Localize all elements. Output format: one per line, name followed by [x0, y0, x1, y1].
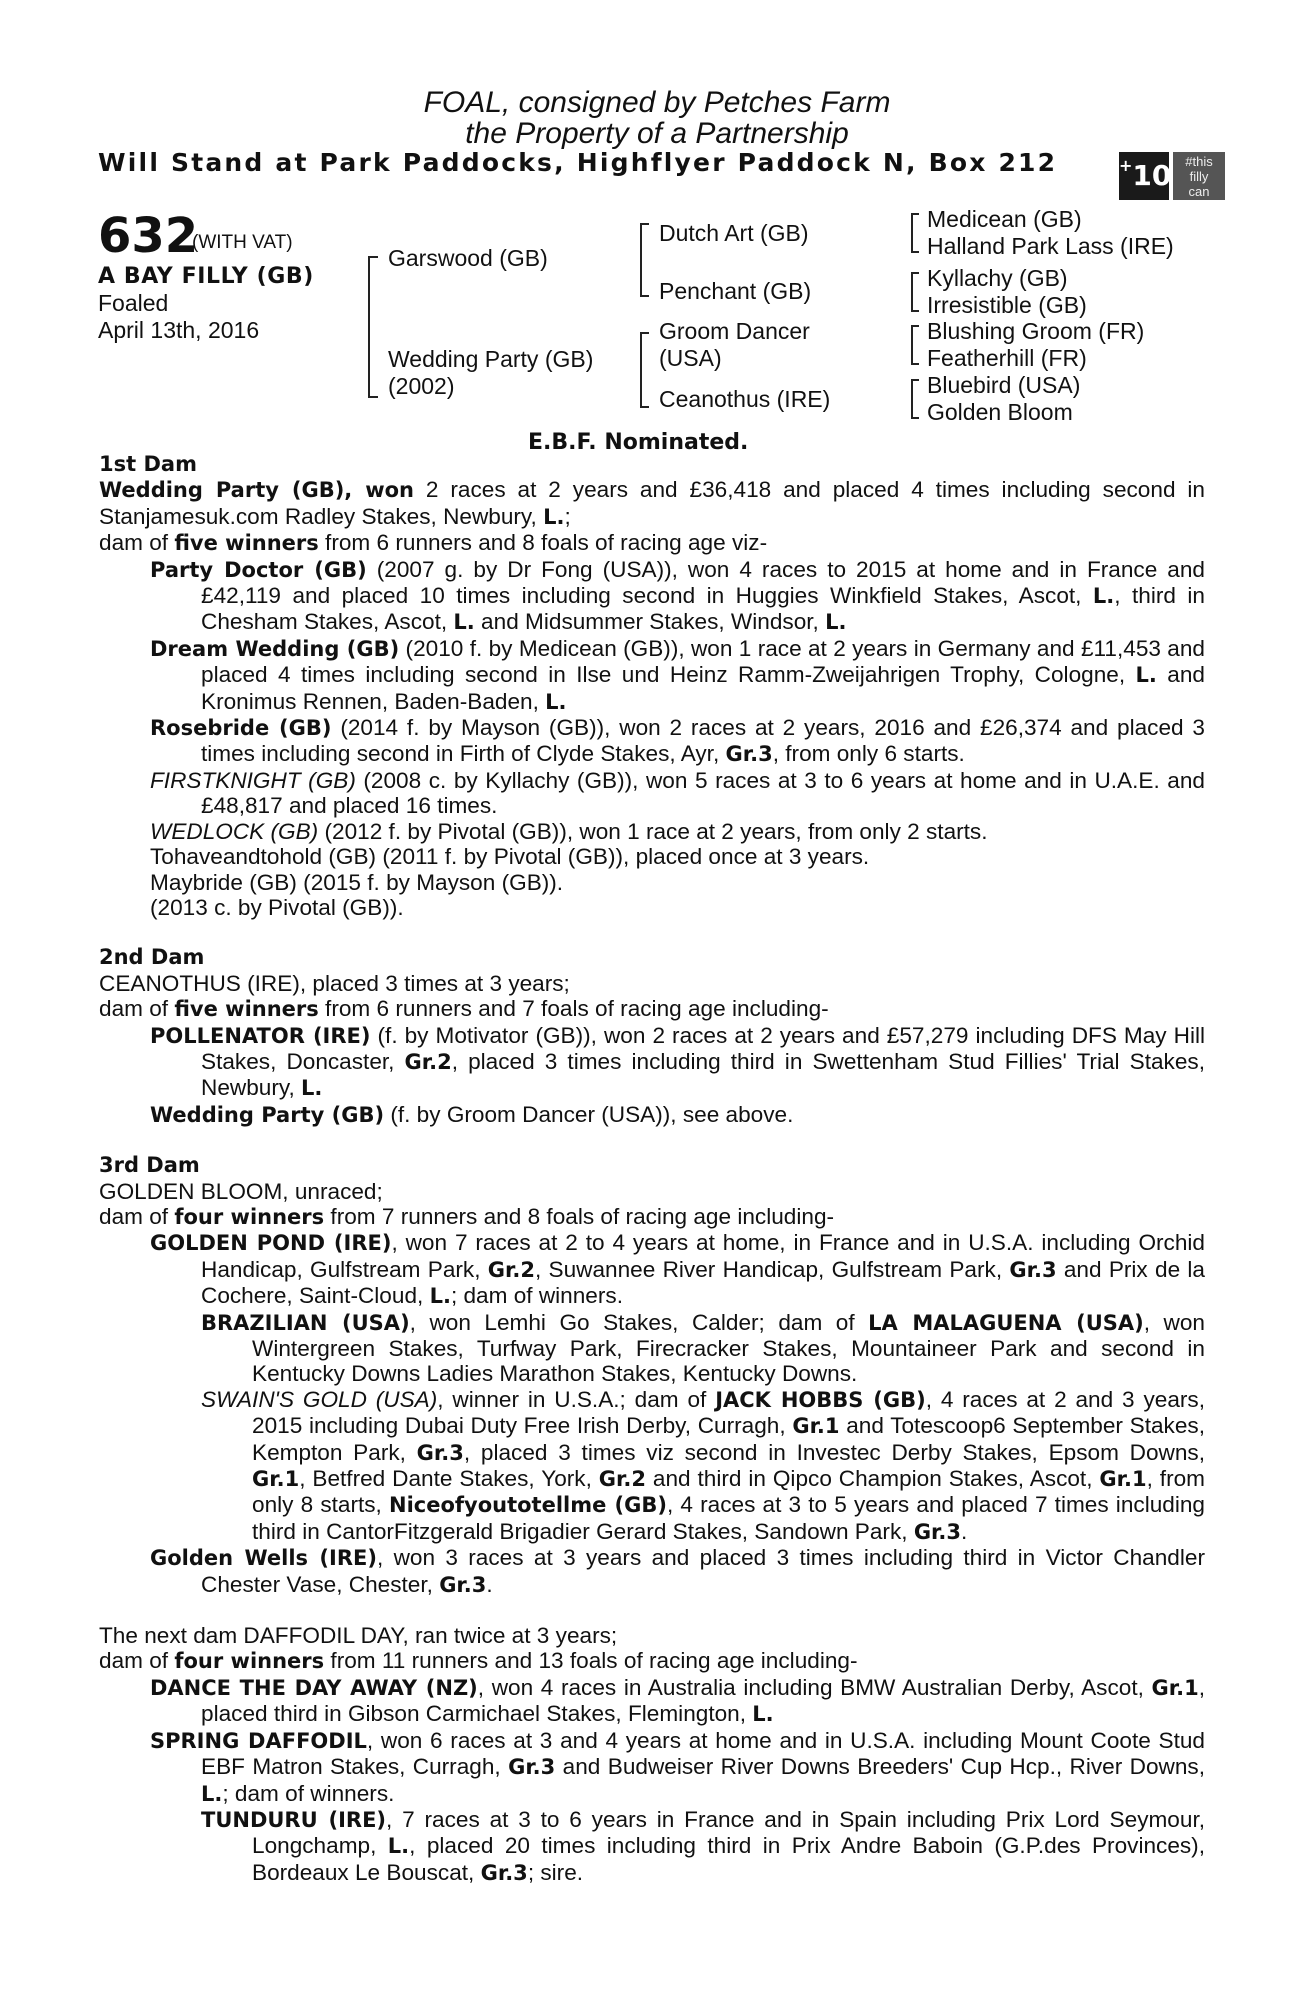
progeny-entry: Maybride (GB) (2015 f. by Mayson (GB)).: [150, 869, 564, 895]
dam-line1: Wedding Party (GB): [388, 346, 594, 372]
dam-line2: (2002): [388, 373, 455, 399]
dam1-heading: 1st Dam: [99, 452, 197, 476]
dam3-produce-summary: dam of four winners from 7 runners and 8 foals of racing age including-: [99, 1203, 835, 1229]
dam3-heading: 3rd Dam: [99, 1153, 200, 1178]
pedigree-brace: [911, 325, 919, 365]
stand-location: Will Stand at Park Paddocks, Highflyer Paddock N, Box 212: [98, 148, 1058, 177]
progeny-entry: (2013 c. by Pivotal (GB)).: [150, 894, 404, 920]
progeny-entry: FIRSTKNIGHT (GB) (2008 c. by Kyllachy (GB)), won 5 races at 3 to 6 years at home and in U.A.E. and £48,817 and placed 16 times.: [150, 767, 1205, 819]
grand-progeny-entry: TUNDURU (IRE), 7 races at 3 to 6 years in France and in Spain including Prix Lord Seymour, Longchamp, L., placed 20 times including third in Prix Andre Baboin (G.P.des Provinces), Bordeaux Le Bouscat, Gr.3; sire.: [201, 1806, 1205, 1885]
dss: Blushing Groom (FR): [927, 318, 1145, 344]
progeny-entry: Dream Wedding (GB) (2010 f. by Medicean (GB)), won 1 race at 2 years in Germany and £11,453 and placed 4 times including second in Ilse und Heinz Ramm-Zweijahrigen Trophy, Cologne, L. and Kronimus Rennen, Baden-Baden, L.: [150, 635, 1206, 714]
header-consignor: FOAL, consigned by Petches Farm: [423, 86, 891, 119]
progeny-entry: DANCE THE DAY AWAY (NZ), won 4 races in Australia including BMW Australian Derby, Ascot, Gr.1, placed third in Gibson Carmichael Stakes, Flemington, L.: [150, 1674, 1205, 1727]
sire: Garswood (GB): [388, 245, 548, 271]
pedigree-brace: [640, 223, 649, 297]
dsd: Featherhill (FR): [927, 345, 1087, 371]
dam1-race-record: Wedding Party (GB), won 2 races at 2 years and £36,418 and placed 4 times including second in Stanjamesuk.com Radley Stakes, Newbury, L.;: [99, 477, 1205, 529]
foaled-date: April 13th, 2016: [98, 317, 260, 343]
pedigree-brace: [911, 272, 919, 312]
progeny-entry: POLLENATOR (IRE) (f. by Motivator (GB)), won 2 races at 2 years and £57,279 including DFS May Hill Stakes, Doncaster, Gr.2, placed 3 times including third in Swettenham Stud Fillies' Trial Stakes, Newbury, L.: [150, 1022, 1205, 1101]
dam2-heading: 2nd Dam: [99, 945, 205, 970]
pedigree-brace: [911, 379, 919, 419]
dam-sire-line1: Groom Dancer: [659, 318, 810, 344]
this-filly-can-logo: +10 #this filly can: [1119, 152, 1225, 200]
progeny-entry: GOLDEN POND (IRE), won 7 races at 2 to 4 years at home, in France and in U.S.A. including Orchid Handicap, Gulfstream Park, Gr.2, Suwannee River Handicap, Gulfstream Park, Gr.3 and Prix de la Cochere, Saint-Cloud, L.; dam of winners.: [150, 1230, 1205, 1309]
pedigree-brace: [368, 256, 378, 398]
ssd: Halland Park Lass (IRE): [927, 233, 1174, 259]
progeny-entry: WEDLOCK (GB) (2012 f. by Pivotal (GB)), won 1 race at 2 years, from only 2 starts.: [150, 818, 988, 844]
dam4-produce-summary: dam of four winners from 11 runners and 13 foals of racing age including-: [99, 1648, 858, 1674]
header-property: the Property of a Partnership: [465, 117, 849, 150]
grand-progeny-entry: BRAZILIAN (USA), won Lemhi Go Stakes, Calder; dam of LA MALAGUENA (USA), won Wintergreen Stakes, Turfway Park, Firecracker Stakes, Mountaineer Park and second in Kentucky Downs Ladies Marathon Stakes, Kentucky Downs.: [201, 1309, 1205, 1387]
sire-dam: Penchant (GB): [659, 278, 812, 304]
sire-sire: Dutch Art (GB): [659, 220, 809, 246]
dam4-race-record: The next dam DAFFODIL DAY, ran twice at 3 years;: [99, 1623, 618, 1649]
progeny-entry: Party Doctor (GB) (2007 g. by Dr Fong (USA)), won 4 races to 2015 at home and in France and £42,119 and placed 10 times including second in Huggies Winkfield Stakes, Ascot, L., third in Chesham Stakes, Ascot, L. and Midsummer Stakes, Windsor, L.: [150, 556, 1205, 635]
progeny-entry: Tohaveandtohold (GB) (2011 f. by Pivotal (GB)), placed once at 3 years.: [150, 844, 870, 870]
sss: Medicean (GB): [927, 206, 1082, 232]
dam-sire-line2: (USA): [659, 345, 722, 371]
grand-progeny-entry: SWAIN'S GOLD (USA), winner in U.S.A.; dam of JACK HOBBS (GB), 4 races at 2 and 3 years, 2015 including Dubai Duty Free Irish Derby, Curragh, Gr.1 and Totescoop6 September Stakes, Kempton Park, Gr.3, placed 3 times viz second in Investec Derby Stakes, Epsom Downs, Gr.1, Betfred Dante Stakes, York, Gr.2 and third in Qipco Champion Stakes, Ascot, Gr.1, from only 8 starts, Niceofyoutotellme (GB), 4 races at 3 to 5 years and placed 7 times including third in CantorFitzgerald Brigadier Gerard Stakes, Sandown Park, Gr.3.: [201, 1386, 1205, 1544]
foaled-label: Foaled: [98, 290, 169, 316]
progeny-entry: Golden Wells (IRE), won 3 races at 3 years and placed 3 times including third in Victor Chandler Chester Vase, Chester, Gr.3.: [150, 1545, 1205, 1597]
sdd: Irresistible (GB): [927, 292, 1087, 318]
pedigree-brace: [640, 332, 649, 408]
pedigree-brace: [911, 213, 919, 253]
dam-dam: Ceanothus (IRE): [659, 386, 831, 412]
sds: Kyllachy (GB): [927, 265, 1068, 291]
vat-note: (WITH VAT): [192, 232, 293, 253]
lot-number: 632: [98, 208, 199, 264]
progeny-entry: Wedding Party (GB) (f. by Groom Dancer (USA)), see above.: [150, 1101, 794, 1127]
ddd: Golden Bloom: [927, 399, 1073, 425]
progeny-entry: Rosebride (GB) (2014 f. by Mayson (GB)), won 2 races at 2 years, 2016 and £26,374 and placed 3 times including second in Firth of Clyde Stakes, Ayr, Gr.3, from only 6 starts.: [150, 715, 1205, 767]
dam1-produce-summary: dam of five winners from 6 runners and 8 foals of racing age viz-: [99, 530, 768, 556]
dds: Bluebird (USA): [927, 372, 1081, 398]
dam3-race-record: GOLDEN BLOOM, unraced;: [99, 1178, 383, 1204]
dam2-produce-summary: dam of five winners from 6 runners and 7 foals of racing age including-: [99, 996, 829, 1022]
progeny-entry: SPRING DAFFODIL, won 6 races at 3 and 4 years at home and in U.S.A. including Mount Coote Stud EBF Matron Stakes, Curragh, Gr.3 and Budweiser River Downs Breeders' Cup Hcp., River Downs, L.; dam of winners.: [150, 1727, 1205, 1806]
horse-name: A BAY FILLY (GB): [98, 264, 314, 289]
ebf-nomination: E.B.F. Nominated.: [528, 430, 749, 455]
catalogue-body: [99, 452, 1205, 1886]
dam2-race-record: CEANOTHUS (IRE), placed 3 times at 3 years;: [99, 970, 570, 996]
